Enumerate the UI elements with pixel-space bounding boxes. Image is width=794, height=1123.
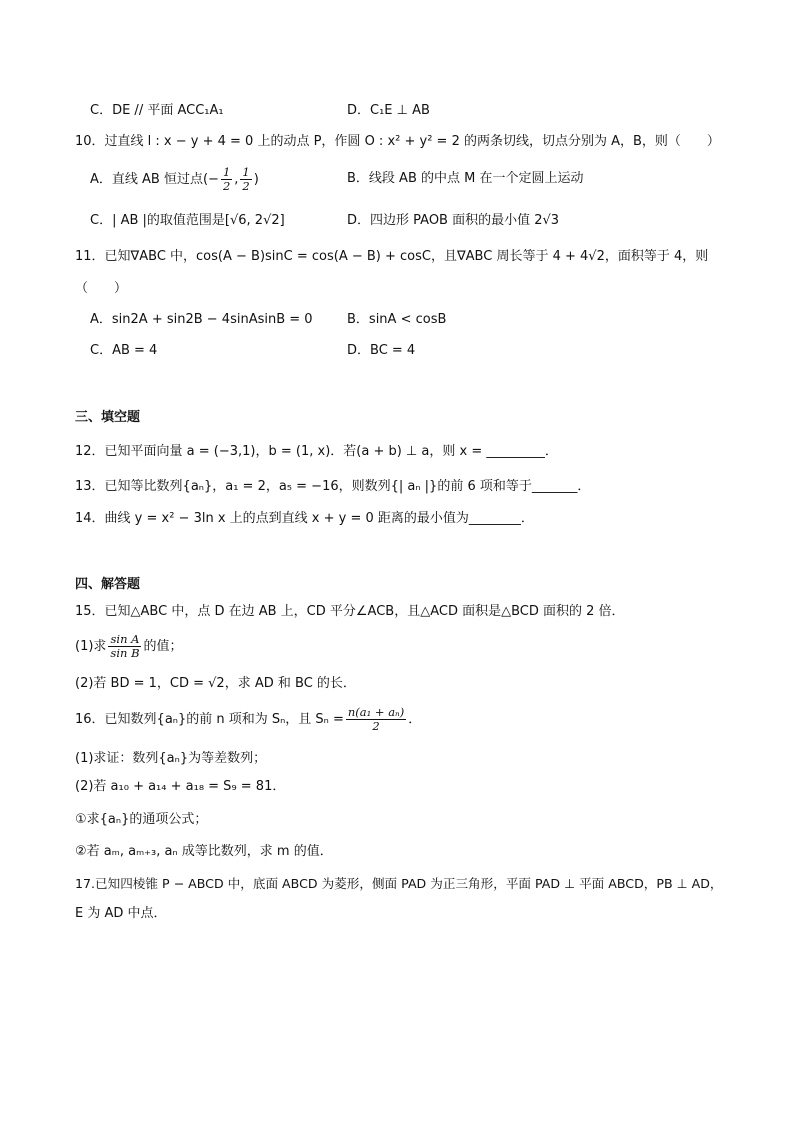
q10-a-frac2-num: 1	[242, 165, 250, 179]
q16-stem-pre: 16．已知数列{aₙ}的前 n 项和为 Sₙ，且 Sₙ =	[75, 712, 344, 727]
q10-option-c: C．| AB |的取值范围是[√6, 2√2]	[90, 213, 285, 228]
q10-option-d: D．四边形 PAOB 面积的最小值 2√3	[347, 213, 560, 228]
q11-stem: 11．已知∇ABC 中，cos(A − B)sinC = cos(A − B) + cosC，且∇ABC 周长等于 4 + 4√2，面积等于 4，则	[75, 249, 709, 264]
q10-a-mid: ,	[234, 172, 239, 187]
q15-part1-post: 的值；	[143, 639, 183, 654]
q15-part1-frac-num: sin A	[110, 632, 140, 646]
q17-line2: E 为 AD 中点．	[75, 906, 167, 921]
q11-option-a: A．sin2A + sin2B − 4sinAsinB = 0	[90, 312, 313, 327]
q10-a-frac1-num: 1	[222, 165, 231, 179]
q9-option-c: C．DE // 平面 ACC₁A₁	[90, 103, 224, 118]
q11-option-c: C．AB = 4	[90, 343, 158, 358]
q15-part2: (2)若 BD = 1，CD = √2，求 AD 和 BC 的长．	[75, 676, 356, 691]
q10-a-frac2	[240, 166, 251, 193]
q16-part2: (2)若 a₁₀ + a₁₄ + a₁₈ = S₉ = 81．	[75, 779, 286, 794]
q16-stem-frac	[346, 706, 406, 733]
q14: 14．曲线 y = x² − 3ln x 上的点到直线 x + y = 0 距离的最小值为________．	[75, 511, 534, 526]
q10-option-a	[90, 166, 259, 193]
q11-paren: （ ）	[75, 281, 128, 296]
section3-title: 三、填空题	[75, 410, 141, 425]
q15-part1-frac	[108, 633, 141, 660]
q16-stem-frac-num: n(a₁ + aₙ)	[347, 705, 405, 719]
q16-stem	[75, 705, 421, 735]
q15-stem: 15．已知△ABC 中，点 D 在边 AB 上，CD 平分∠ACB，且△ACD 面积是△BCD 面积的 2 倍．	[75, 604, 625, 619]
q10-a-frac1-den: 2	[222, 179, 231, 193]
q16-sub1: ①求{aₙ}的通项公式；	[75, 812, 208, 827]
section4-title: 四、解答题	[75, 577, 141, 592]
q10-a-frac2-den: 2	[242, 179, 250, 193]
q9-option-d: D．C₁E ⊥ AB	[347, 103, 430, 118]
q10-stem: 10．过直线 l : x − y + 4 = 0 上的动点 P，作圆 O : x² + y² = 2 的两条切线，切点分别为 A，B，则（ ）	[75, 134, 720, 149]
q13: 13．已知等比数列{aₙ}，a₁ = 2，a₅ = −16，则数列{| aₙ |}的前 6 项和等于_______．	[75, 479, 591, 494]
q16-stem-frac-den: 2	[372, 719, 380, 733]
q10-option-b: B．线段 AB 的中点 M 在一个定圆上运动	[347, 171, 584, 186]
q15-part1-frac-den: sin B	[110, 646, 140, 660]
q15-part1-pre: (1)求	[75, 639, 107, 654]
q16-sub2: ②若 aₘ, aₘ₊₃, aₙ 成等比数列，求 m 的值．	[75, 844, 333, 859]
q16-stem-post: ．	[408, 712, 422, 727]
q16-part1: (1)求证：数列{aₙ}为等差数列；	[75, 751, 267, 766]
q15-part1	[75, 633, 183, 661]
q10-a-pre: A．直线 AB 恒过点(−	[90, 172, 219, 187]
q12: 12．已知平面向量 a = (−3,1)，b = (1, x)．若(a + b) ⊥ a，则 x = _________．	[75, 444, 558, 459]
q11-option-b: B．sinA < cosB	[347, 312, 447, 327]
q17-line1: 17.已知四棱锥 P − ABCD 中，底面 ABCD 为菱形，侧面 PAD 为正三角形，平面 PAD ⊥ 平面 ABCD，PB ⊥ AD，	[75, 876, 723, 891]
q10-a-post: )	[253, 172, 259, 187]
q10-a-frac1	[221, 166, 232, 193]
q11-option-d: D．BC = 4	[347, 343, 416, 358]
